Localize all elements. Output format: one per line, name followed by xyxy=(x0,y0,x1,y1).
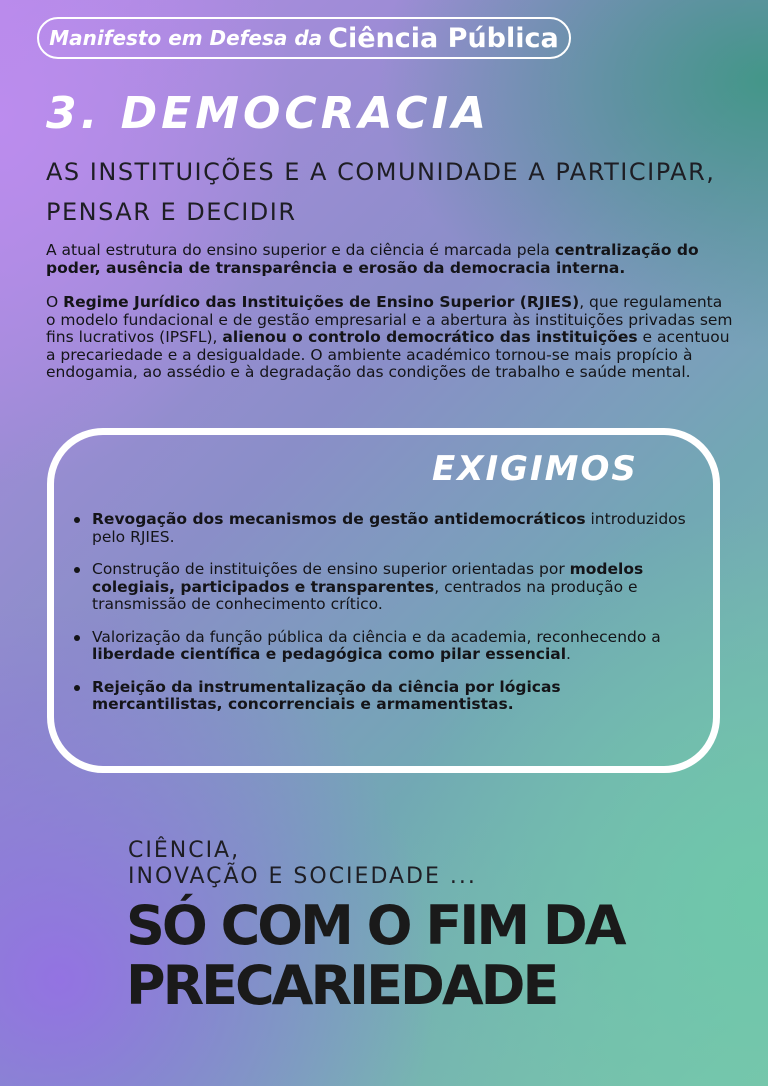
closing-headline xyxy=(126,896,726,1016)
list-item xyxy=(74,629,686,664)
manifesto-title: Ciência Pública xyxy=(328,22,559,54)
item-emphasis: modelos colegiais, participados e transparentes xyxy=(92,560,644,596)
intro-emphasis: centralização do poder, ausência de transparência e erosão da democracia interna. xyxy=(46,241,699,277)
rjies-text-1: O xyxy=(46,293,64,311)
closing-tagline xyxy=(128,838,688,890)
item-text: . xyxy=(566,645,571,663)
item-emphasis: liberdade científica e pedagógica como pilar essencial xyxy=(92,645,567,663)
item-emphasis: Rejeição da instrumentalização da ciência por lógicas mercantilistas, concorrenciais e armamentistas. xyxy=(92,677,561,713)
headline-line-1: SÓ COM O FIM DA xyxy=(126,894,624,957)
rjies-paragraph xyxy=(46,294,736,382)
intro-text: A atual estrutura do ensino superior e da ciência é marcada pela xyxy=(46,241,555,259)
item-text: Valorização da função pública da ciência e da academia, reconhecendo a xyxy=(92,627,661,646)
intro-paragraph xyxy=(46,242,736,277)
section-subtitle: AS INSTITUIÇÕES E A COMUNIDADE A PARTICIPAR, PENSAR E DECIDIR xyxy=(46,158,716,226)
list-item xyxy=(74,679,686,714)
list-item xyxy=(74,561,686,614)
item-text: introduzidos pelo RJIES. xyxy=(92,510,686,546)
item-emphasis: Revogação dos mecanismos de gestão antidemocráticos xyxy=(92,510,586,528)
rjies-emphasis-2: alienou o controlo democrático das instituições xyxy=(222,328,638,346)
list-item xyxy=(74,511,686,546)
manifesto-header-pill xyxy=(37,17,571,59)
rjies-text-2: , que regulamenta o modelo fundacional e de gestão empresarial e a abertura às instituições privadas sem fins lucrativos (IPSFL), xyxy=(46,293,733,346)
tagline-line-2: INOVAÇÃO E SOCIEDADE ... xyxy=(128,864,477,889)
rjies-emphasis-1: Regime Jurídico das Instituições de Ensino Superior (RJIES) xyxy=(63,293,580,311)
headline-line-2: PRECARIEDADE xyxy=(126,954,557,1017)
demands-title: EXIGIMOS xyxy=(432,449,638,489)
tagline-line-1: CIÊNCIA, xyxy=(128,838,241,863)
section-title: 3. DEMOCRACIA xyxy=(46,88,491,139)
demands-list xyxy=(74,511,686,729)
item-text: Construção de instituições de ensino superior orientadas por xyxy=(92,560,570,578)
item-text: , centrados na produção e transmissão de conhecimento crítico. xyxy=(92,577,638,613)
rjies-text-3: e acentuou a precariedade e a desigualdade. O ambiente académico tornou-se mais propício à endogamia, ao assédio e à degradação das condições de trabalho e saúde mental. xyxy=(46,328,730,381)
manifesto-prefix: Manifesto em Defesa da xyxy=(49,26,323,50)
